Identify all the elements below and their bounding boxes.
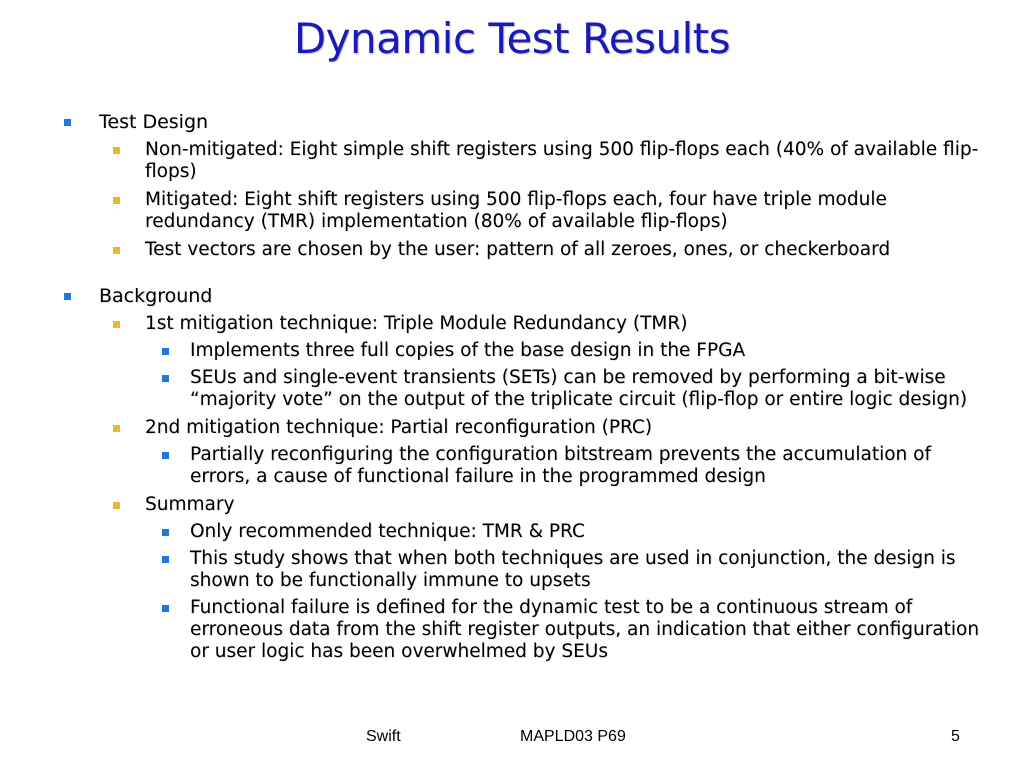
slide-content (60, 105, 980, 663)
square-bullet-icon (113, 502, 120, 509)
sub-list-item-text: SEUs and single-event transients (SETs) can be removed by performing a bit-wise “majority vote” on the output of the triplicate circuit (flip-flop or entire logic design) (190, 367, 968, 410)
list-item-text: 2nd mitigation technique: Partial reconfiguration (PRC) (145, 417, 653, 438)
sub-list-item (60, 597, 980, 663)
list-item-text: Non-mitigated: Eight simple shift registers using 500 flip-flops each (40% of available flip-flops) (145, 139, 979, 182)
square-bullet-icon (162, 529, 169, 536)
list-item (60, 494, 980, 516)
square-bullet-icon (162, 556, 169, 563)
list-item-text: Summary (145, 494, 235, 515)
sub-list-item (60, 340, 980, 362)
list-item-text: 1st mitigation technique: Triple Module Redundancy (TMR) (145, 313, 688, 334)
list-item-text: Test vectors are chosen by the user: pattern of all zeroes, ones, or checkerboard (145, 239, 891, 260)
square-bullet-icon (113, 197, 120, 204)
list-item-text: Mitigated: Eight shift registers using 500 flip-flops each, four have triple module redundancy (TMR) implementation (80% of available flip-flops) (145, 189, 887, 232)
sub-list-item (60, 367, 980, 411)
square-bullet-icon (162, 375, 169, 382)
list-item (60, 189, 980, 233)
sub-list-item-text: Functional failure is defined for the dynamic test to be a continuous stream of erroneous data from the shift register outputs, an indication that either configuration or user logic has been overwhelmed by SEUs (190, 597, 980, 662)
section-test-design (60, 111, 980, 133)
square-bullet-icon (162, 605, 169, 612)
sub-list-item (60, 444, 980, 488)
sub-list-item-text: Partially reconfiguring the configuration bitstream prevents the accumulation of errors, a cause of functional failure in the programmed design (190, 444, 931, 487)
square-bullet-icon (113, 425, 120, 432)
sub-list-item (60, 521, 980, 543)
sub-list-item-text: Only recommended technique: TMR & PRC (190, 521, 585, 542)
footer-author: Swift (366, 728, 401, 745)
square-bullet-icon (64, 119, 71, 126)
list-item (60, 239, 980, 261)
square-bullet-icon (162, 452, 169, 459)
list-item (60, 313, 980, 335)
square-bullet-icon (113, 247, 120, 254)
slide-number: 5 (951, 728, 960, 745)
list-item (60, 417, 980, 439)
square-bullet-icon (64, 293, 71, 300)
footer-conference: MAPLD03 P69 (520, 728, 626, 745)
sub-list-item (60, 548, 980, 592)
section-heading: Test Design (99, 111, 209, 133)
square-bullet-icon (113, 147, 120, 154)
sub-list-item-text: Implements three full copies of the base design in the FPGA (190, 340, 746, 361)
sub-list-item-text: This study shows that when both techniques are used in conjunction, the design is shown to be functionally immune to upsets (190, 548, 956, 591)
slide-title: Dynamic Test Results (293, 14, 731, 63)
section-spacer (60, 261, 980, 279)
square-bullet-icon (113, 321, 120, 328)
section-heading: Background (99, 285, 213, 307)
square-bullet-icon (162, 348, 169, 355)
list-item (60, 139, 980, 183)
section-background (60, 285, 980, 307)
